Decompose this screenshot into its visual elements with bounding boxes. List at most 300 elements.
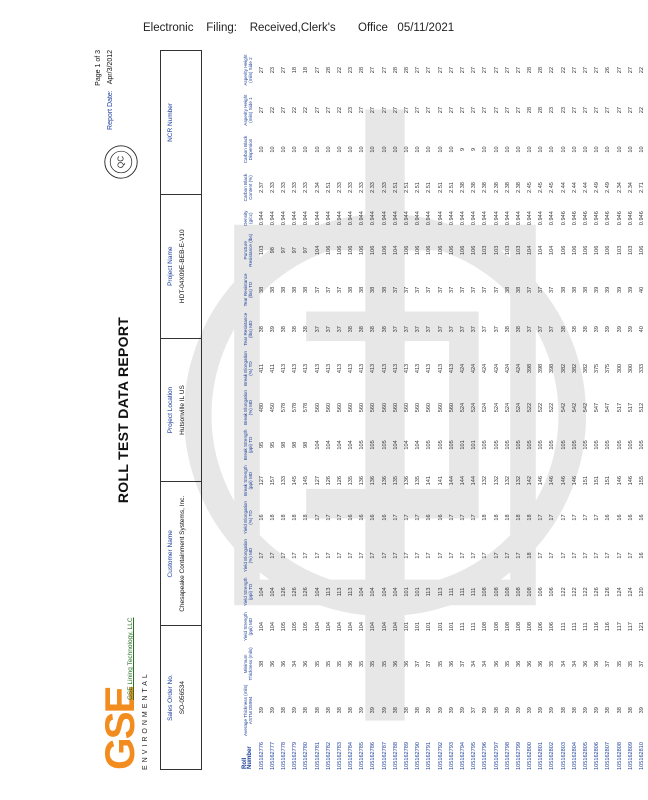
table-cell: 10 <box>314 146 321 153</box>
table-cell: 17 <box>583 514 590 521</box>
roll-number-cell: 105162808 <box>616 742 623 770</box>
table-cell: 111 <box>560 622 567 631</box>
table-cell: 113 <box>348 587 355 597</box>
table-cell: 39 <box>292 707 299 714</box>
table-cell: 104 <box>348 440 355 450</box>
table-cell: 34 <box>471 660 478 667</box>
table-cell: 27 <box>616 107 623 114</box>
table-cell: 104 <box>258 587 265 597</box>
table-cell: 132 <box>493 476 500 486</box>
table-cell: 18 <box>292 66 299 74</box>
table-cell: 2.34 <box>616 182 623 193</box>
table-cell: 10 <box>504 146 511 153</box>
table-cell: 106 <box>437 245 444 255</box>
table-cell: 413 <box>359 363 366 374</box>
table-cell: 17 <box>370 552 377 559</box>
table-cell: 28 <box>359 66 366 74</box>
table-cell: 522 <box>527 402 534 413</box>
table-cell: 17 <box>359 552 366 559</box>
table-cell: 34 <box>571 660 578 667</box>
table-cell: 37 <box>549 326 556 333</box>
table-cell: 104 <box>359 587 366 597</box>
table-cell: 39 <box>437 707 444 714</box>
table-cell: 450 <box>269 402 276 413</box>
table-cell: 127 <box>314 476 321 486</box>
table-cell: 424 <box>471 363 478 374</box>
table-cell: 106 <box>404 245 411 255</box>
table-row <box>525 50 536 770</box>
roll-number-cell: 105162792 <box>437 742 444 770</box>
table-cell: 38 <box>515 326 522 333</box>
table-cell: 17 <box>381 552 388 559</box>
table-cell: 560 <box>336 402 343 413</box>
column-header: Asperity Height (mils) Side 1 <box>242 94 253 126</box>
table-cell: 578 <box>280 402 287 413</box>
table-cell: 16 <box>426 514 433 521</box>
roll-number-cell: 105162786 <box>370 742 377 770</box>
table-cell: 26 <box>605 66 612 74</box>
table-cell: 38 <box>627 707 634 714</box>
table-row <box>569 50 580 770</box>
table-cell: 104 <box>325 621 332 632</box>
table-cell: 101 <box>459 440 466 450</box>
table-cell: 18 <box>292 514 299 521</box>
table-cell: 104 <box>392 587 399 597</box>
table-cell: 105 <box>370 440 377 450</box>
table-cell: 38 <box>493 707 500 714</box>
table-cell: 40 <box>638 326 645 333</box>
table-cell: 38 <box>571 326 578 333</box>
table-cell: 17 <box>325 514 332 521</box>
table-cell: 105 <box>359 440 366 450</box>
table-cell: 2.51 <box>404 182 411 193</box>
table-cell: 104 <box>314 440 321 450</box>
table-cell: 37 <box>437 286 444 294</box>
table-row <box>346 50 357 770</box>
table-cell: 120 <box>638 587 645 597</box>
table-cell: 36 <box>493 660 500 667</box>
roll-number-cell: 105162788 <box>392 742 399 770</box>
table-cell: 10 <box>381 146 388 153</box>
table-cell: 38 <box>280 707 287 714</box>
table-cell: 38 <box>258 286 265 294</box>
table-cell: 27 <box>471 66 478 74</box>
table-cell: 2.33 <box>370 182 377 193</box>
table-cell: 124 <box>627 587 634 597</box>
table-cell: 517 <box>616 402 623 413</box>
table-cell: 104 <box>269 621 276 632</box>
table-cell: 111 <box>448 587 455 597</box>
table-cell: 27 <box>493 66 500 74</box>
column-header: Carbon Black Content (%) <box>242 173 253 202</box>
table-cell: 37 <box>471 326 478 333</box>
table-cell: 10 <box>560 146 567 153</box>
table-cell: 145 <box>303 476 310 486</box>
column-header: Roll Number <box>241 746 253 769</box>
table-cell: 126 <box>303 587 310 597</box>
table-cell: 17 <box>314 514 321 521</box>
table-cell: 398 <box>527 363 534 374</box>
roll-number-cell: 105162805 <box>583 742 590 770</box>
table-cell: 36 <box>448 660 455 667</box>
table-cell: 17 <box>594 552 601 559</box>
table-cell: 2.33 <box>381 182 388 193</box>
table-cell: 10 <box>527 146 534 153</box>
table-cell: 17 <box>448 552 455 559</box>
table-row <box>323 50 334 770</box>
table-cell: 2.44 <box>583 182 590 193</box>
table-row <box>334 50 345 770</box>
table-cell: 2.33 <box>336 182 343 193</box>
table-cell: 101 <box>437 621 444 632</box>
table-cell: 105 <box>280 621 287 632</box>
table-cell: 560 <box>392 402 399 413</box>
table-cell: 39 <box>258 707 265 714</box>
table-cell: 39 <box>359 707 366 714</box>
table-cell: 38 <box>303 286 310 294</box>
table-cell: 424 <box>515 363 522 374</box>
table-cell: 27 <box>627 107 634 114</box>
table-cell: 35 <box>314 660 321 667</box>
table-cell: 37 <box>638 660 645 667</box>
roll-number-cell: 105162807 <box>605 742 612 770</box>
table-cell: 103 <box>482 245 489 255</box>
table-cell: 146 <box>616 476 623 486</box>
table-cell: 413 <box>426 363 433 374</box>
table-cell: 0.944 <box>269 211 276 226</box>
table-cell: 411 <box>269 364 276 373</box>
table-cell: 37 <box>426 286 433 294</box>
table-cell: 28 <box>325 66 332 74</box>
table-row <box>301 50 312 770</box>
roll-number-cell: 105162798 <box>504 742 511 770</box>
table-cell: 38 <box>571 286 578 294</box>
table-cell: 145 <box>292 476 299 486</box>
table-cell: 17 <box>336 514 343 521</box>
company-logo: GSE ENVIRONMENTAL GSE Lining Technology, LLC <box>96 617 149 770</box>
table-cell: 27 <box>482 107 489 114</box>
column-header: Tear Resistance (lbs) TD <box>242 273 253 307</box>
table-cell: 38 <box>359 326 366 333</box>
table-cell: 101 <box>415 621 422 632</box>
table-cell: 17 <box>392 514 399 521</box>
table-cell: 101 <box>471 440 478 450</box>
table-cell: 413 <box>303 363 310 374</box>
table-cell: 17 <box>314 552 321 559</box>
table-cell: 17 <box>583 552 590 559</box>
table-cell: 23 <box>348 107 355 114</box>
table-cell: 524 <box>515 402 522 413</box>
table-cell: 39 <box>627 326 634 333</box>
info-ncr-number: NCR Number <box>167 102 174 142</box>
table-row <box>491 50 502 770</box>
table-cell: 0.944 <box>314 211 321 226</box>
table-cell: 382 <box>571 363 578 374</box>
info-customer-name: Customer Name Chesapeake Containment Systems, Inc. <box>161 481 201 625</box>
table-cell: 22 <box>336 107 343 114</box>
table-cell: 105 <box>303 621 310 632</box>
table-cell: 413 <box>437 363 444 374</box>
table-cell: 101 <box>448 621 455 632</box>
table-cell: 37 <box>482 326 489 333</box>
roll-number-cell: 105162806 <box>594 742 601 770</box>
table-cell: 35 <box>381 660 388 667</box>
table-cell: 0.944 <box>549 211 556 226</box>
table-cell: 10 <box>627 146 634 153</box>
table-cell: 0.946 <box>583 211 590 226</box>
table-row <box>413 50 424 770</box>
table-cell: 104 <box>549 245 556 255</box>
table-cell: 104 <box>314 587 321 597</box>
table-cell: 38 <box>381 286 388 294</box>
roll-number-cell: 105162793 <box>448 742 455 770</box>
table-cell: 18 <box>482 514 489 521</box>
table-cell: 106 <box>370 245 377 255</box>
table-cell: 2.51 <box>392 182 399 193</box>
table-cell: 17 <box>627 552 634 559</box>
table-cell: 10 <box>348 146 355 153</box>
table-cell: 37 <box>527 326 534 333</box>
table-cell: 104 <box>258 621 265 632</box>
info-project-name: Project Name HDT-04X09E-BEB-E-V10 <box>161 194 201 338</box>
table-cell: 97 <box>292 247 299 254</box>
table-cell: 35 <box>370 660 377 667</box>
table-cell: 17 <box>392 552 399 559</box>
table-cell: 27 <box>594 66 601 74</box>
table-cell: 16 <box>638 514 645 521</box>
table-row <box>435 50 446 770</box>
table-cell: 38 <box>303 326 310 333</box>
table-cell: 151 <box>594 476 601 486</box>
table-cell: 27 <box>280 107 287 114</box>
roll-number-cell: 105162804 <box>571 742 578 770</box>
table-cell: 136 <box>359 476 366 486</box>
column-header: Break Strength (ppi) TD <box>242 429 253 461</box>
table-cell: 36 <box>269 660 276 667</box>
rotated-report-sheet <box>95 50 645 770</box>
table-cell: 106 <box>538 621 545 632</box>
table-row <box>424 50 435 770</box>
table-cell: 22 <box>269 107 276 114</box>
column-header: Density (g/cc) <box>242 210 253 226</box>
table-cell: 106 <box>381 245 388 255</box>
table-cell: 578 <box>303 402 310 413</box>
table-row <box>290 50 301 770</box>
table-cell: 37 <box>404 286 411 294</box>
table-cell: 27 <box>459 66 466 74</box>
table-cell: 2.34 <box>314 182 321 193</box>
table-cell: 38 <box>336 707 343 714</box>
table-row <box>603 50 614 770</box>
table-cell: 27 <box>325 107 332 114</box>
table-cell: 38 <box>258 660 265 667</box>
table-cell: 10 <box>269 146 276 153</box>
table-cell: 36 <box>538 660 545 667</box>
table-cell: 522 <box>549 402 556 413</box>
table-cell: 106 <box>336 245 343 255</box>
table-cell: 10 <box>392 146 399 153</box>
table-cell: 413 <box>314 363 321 374</box>
table-cell: 512 <box>638 402 645 413</box>
table-cell: 17 <box>336 552 343 559</box>
table-cell: 10 <box>280 146 287 153</box>
table-cell: 27 <box>426 107 433 114</box>
table-cell: 0.944 <box>493 211 500 226</box>
table-cell: 157 <box>269 476 276 486</box>
table-cell: 108 <box>493 621 500 632</box>
table-cell: 17 <box>404 552 411 559</box>
table-cell: 95 <box>258 441 265 449</box>
table-cell: 300 <box>627 363 634 374</box>
table-cell: 36 <box>527 660 534 667</box>
table-cell: 560 <box>381 402 388 413</box>
table-cell: 17 <box>471 514 478 521</box>
table-cell: 333 <box>638 363 645 374</box>
roll-number-cell: 105162790 <box>415 742 422 770</box>
table-cell: 155 <box>638 476 645 486</box>
table-cell: 38 <box>348 326 355 333</box>
table-cell: 27 <box>448 66 455 74</box>
table-cell: 39 <box>515 707 522 714</box>
table-cell: 27 <box>314 66 321 74</box>
table-cell: 10 <box>448 146 455 153</box>
column-header: Puncture Resistance (lbs) <box>242 233 253 267</box>
table-cell: 398 <box>538 363 545 374</box>
roll-number-cell: 105162799 <box>515 742 522 770</box>
table-cell: 0.944 <box>448 211 455 226</box>
table-cell: 122 <box>571 587 578 597</box>
table-cell: 2.33 <box>303 182 310 193</box>
table-cell: 16 <box>370 514 377 521</box>
table-cell: 108 <box>482 621 489 632</box>
table-cell: 10 <box>370 146 377 153</box>
table-cell: 18 <box>504 514 511 521</box>
table-cell: 23 <box>549 107 556 114</box>
table-cell: 17 <box>605 552 612 559</box>
table-cell: 17 <box>515 552 522 559</box>
table-cell: 39 <box>459 707 466 714</box>
table-cell: 111 <box>471 622 478 631</box>
table-cell: 37 <box>415 286 422 294</box>
table-cell: 27 <box>616 66 623 74</box>
table-cell: 101 <box>404 621 411 632</box>
table-cell: 36 <box>515 660 522 667</box>
table-cell: 105 <box>538 440 545 450</box>
table-cell: 106 <box>459 245 466 255</box>
table-cell: 39 <box>381 707 388 714</box>
table-cell: 104 <box>336 621 343 632</box>
table-cell: 0.944 <box>515 211 522 226</box>
table-cell: 106 <box>560 245 567 255</box>
table-cell: 16 <box>258 514 265 521</box>
table-cell: 27 <box>258 107 265 114</box>
table-cell: 524 <box>482 402 489 413</box>
page-number: Page 1 of 3 <box>95 50 102 86</box>
table-cell: 36 <box>404 660 411 667</box>
table-cell: 39 <box>269 707 276 714</box>
table-cell: 37 <box>538 286 545 294</box>
table-cell: 35 <box>616 660 623 667</box>
table-cell: 105 <box>616 440 623 450</box>
table-cell: 37 <box>314 286 321 294</box>
table-cell: 27 <box>314 107 321 114</box>
table-cell: 132 <box>504 476 511 486</box>
table-cell: 560 <box>415 402 422 413</box>
table-cell: 27 <box>370 107 377 114</box>
table-cell: 17 <box>471 552 478 559</box>
table-cell: 106 <box>549 587 556 597</box>
table-cell: 382 <box>560 363 567 374</box>
table-cell: 105 <box>627 440 634 450</box>
table-cell: 136 <box>404 476 411 486</box>
table-cell: 2.38 <box>471 182 478 193</box>
table-cell: 22 <box>638 66 645 74</box>
table-cell: 17 <box>325 552 332 559</box>
table-cell: 38 <box>280 326 287 333</box>
table-cell: 103 <box>627 245 634 255</box>
table-cell: 2.51 <box>437 182 444 193</box>
table-cell: 547 <box>605 402 612 413</box>
table-row <box>256 50 267 770</box>
table-row <box>592 50 603 770</box>
table-cell: 98 <box>280 441 287 449</box>
table-cell: 105 <box>549 440 556 450</box>
table-cell: 2.33 <box>269 182 276 193</box>
table-cell: 547 <box>594 402 601 413</box>
table-cell: 17 <box>482 552 489 559</box>
table-cell: 151 <box>583 476 590 486</box>
company-link[interactable]: GSE Lining Technology, LLC <box>127 617 134 700</box>
table-cell: 126 <box>336 476 343 486</box>
table-cell: 105 <box>527 440 534 450</box>
table-cell: 413 <box>280 363 287 374</box>
table-cell: 38 <box>571 707 578 714</box>
table-cell: 27 <box>370 66 377 74</box>
table-cell: 300 <box>616 363 623 374</box>
report-date-value: Apr/3/2012 <box>107 50 114 85</box>
table-cell: 38 <box>392 707 399 714</box>
table-cell: 10 <box>493 146 500 153</box>
table-cell: 113 <box>325 587 332 597</box>
table-cell: 10 <box>325 146 332 153</box>
table-cell: 28 <box>527 107 534 114</box>
table-cell: 104 <box>392 440 399 450</box>
table-cell: 524 <box>471 402 478 413</box>
column-header: Yield Elongation (%) TD <box>242 501 253 535</box>
column-header: Minimum Thickness (mils) <box>242 647 253 681</box>
table-cell: 126 <box>280 587 287 597</box>
table-cell: 17 <box>538 552 545 559</box>
table-cell: 98 <box>292 441 299 449</box>
table-cell: 37 <box>448 326 455 333</box>
table-cell: 424 <box>482 363 489 374</box>
info-project-location: Project Location Hutsonville IL US <box>161 338 201 482</box>
table-cell: 106 <box>426 245 433 255</box>
table-cell: 40 <box>638 286 645 294</box>
table-cell: 10 <box>303 146 310 153</box>
table-cell: 106 <box>448 245 455 255</box>
table-cell: 0.944 <box>415 211 422 226</box>
table-cell: 38 <box>280 286 287 294</box>
table-cell: 105 <box>638 440 645 450</box>
table-cell: 10 <box>426 146 433 153</box>
table-cell: 36 <box>280 660 287 667</box>
table-cell: 39 <box>370 707 377 714</box>
table-cell: 0.946 <box>560 211 567 226</box>
table-cell: 10 <box>616 146 623 153</box>
table-cell: 17 <box>616 552 623 559</box>
table-cell: 0.946 <box>627 211 634 226</box>
